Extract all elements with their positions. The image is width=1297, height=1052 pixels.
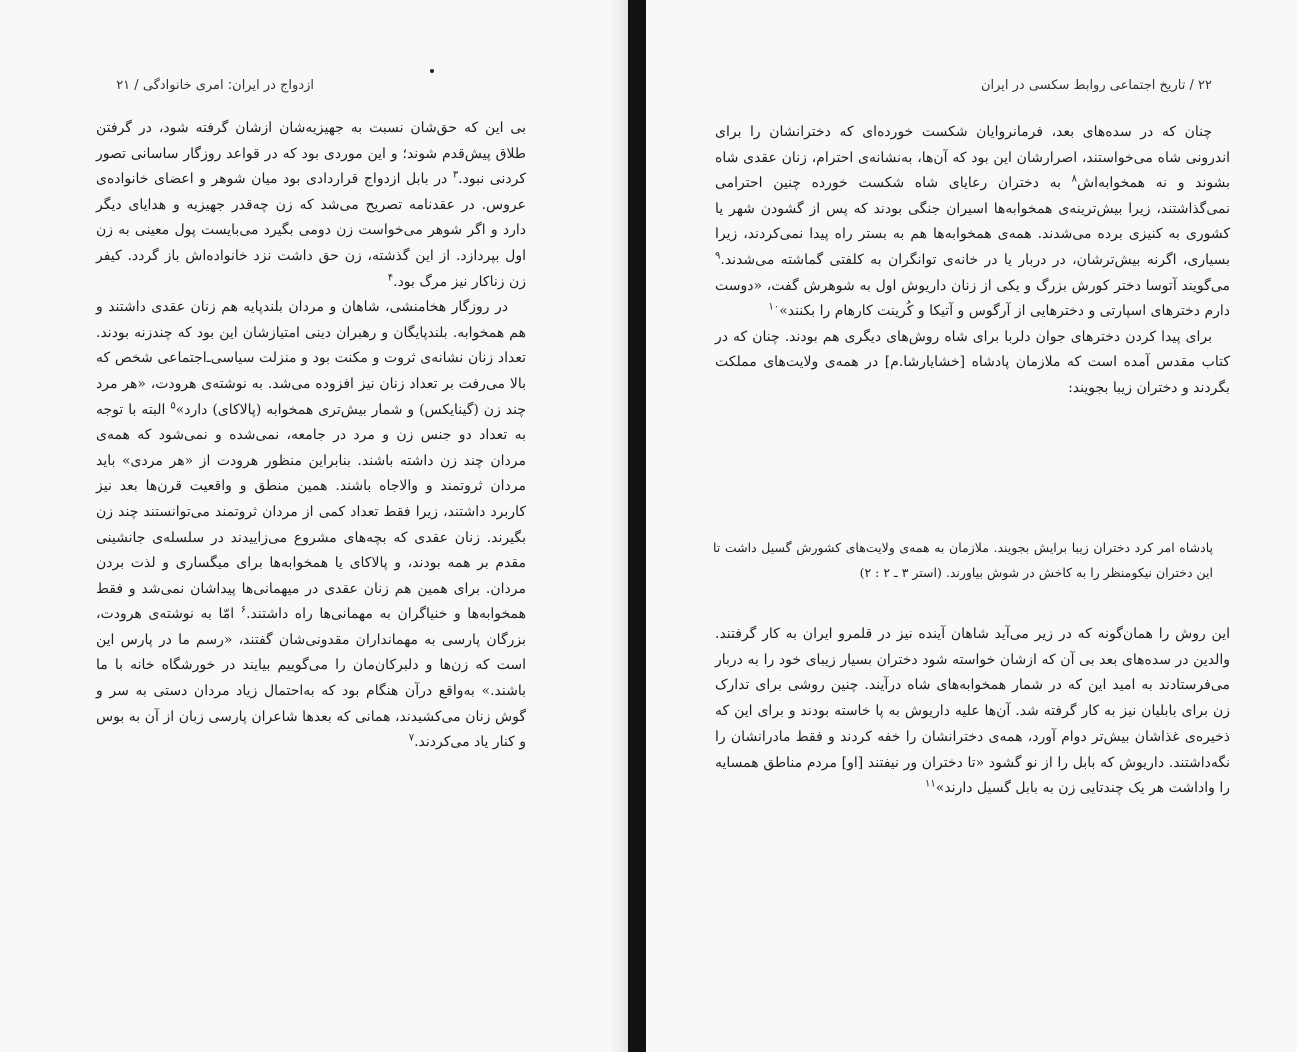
right-paragraph-2: برای پیدا کردن دخترهای جوان دلربا برای شاه روش‌های دیگری هم بودند. چنان که در کتاب مقدس آمده است که ملازمان پادشاه [خشایارشا.م] در همه‌ی ولایت‌های مملکت بگردند و دختران زیبا بجویند: xyxy=(715,328,1230,396)
right-page xyxy=(646,0,1297,1052)
footnote-mark: ۵ xyxy=(170,399,176,411)
right-body-text xyxy=(715,120,1230,402)
left-paragraph-2 xyxy=(96,295,526,756)
left-paragraph-2-rest: البته با توجه به تعداد دو جنس زن و مرد در جامعه، نمی‌شده و نمی‌شود که همه‌ی مردان چند زن داشته باشند. بنابراین منظور هرودت از «هر مردی» باید مردان ثروتمند و والاجاه باشند. همین منطق و واقعیت قرن‌ها بعد نیز کاربرد داشتند، زیرا فقط تعداد کمی از مردان ثروتمند می‌توانستند چند زن بگیرند. زنان عقدی که بچه‌های مشروع می‌زاییدند در سلسله‌ی جانشینی مقدم بر همه بودند، و پالاکای یا همخوابه‌ها برای میگساری و لذت بردن مردان. برای همین هم زنان عقدی در میهمانی‌ها پیداشان نمی‌شد و فقط همخوابه‌ها و خنیاگران به مهمانی‌ها راه داشتند. xyxy=(96,401,526,623)
page-dot-mark xyxy=(430,69,434,73)
footnote-mark: ۷ xyxy=(408,732,415,744)
right-paragraph-3 xyxy=(715,622,1230,802)
footnote-mark: ۴ xyxy=(387,271,394,283)
left-running-head: ازدواج در ایران: امری خانوادگی / ۲۱ xyxy=(116,78,314,93)
left-page-shadow xyxy=(610,0,628,1052)
left-paragraph-2-tail: امّا به نوشته‌ی هرودت، بزرگان پارسی به مهمانداران مقدونی‌شان گفتند، «رسم ما در پارس این است که زن‌ها و دلبرکان‌مان را می‌گوییم بیایند در خورشگاه خانه با ما باشند.» به‌واقع درآن هنگام بود که به‌احتمال زیاد مردان دستی به سر و گوش زنان می‌کشیدند، همانی که بعدها شاعران پارسی زبان از آن به بوس و کنار یاد می‌کردند. xyxy=(96,606,526,751)
right-paragraph-3-text: این روش را همان‌گونه که در زیر می‌آید شاهان آینده نیز در قلمرو ایران به کار گرفتند. والدین در سده‌های بعد بی آن که ازشان خواسته شود دختران بسیار زیبای خود را به دربار می‌فرستادند به امید این که در شمار همخوابه‌های شاه درآیند. چنین روشی برای تدارک زن برای بابلیان نیز به کار گرفته شد. آن‌ها علیه داریوش به پا خاسته بودند و برای این که ذخیره‌ی غذاشان بیش‌تر دوام آورد، همه‌ی دخترانشان را خفه کردند و فقط مادرانشان را نگه‌داشتند. داریوش که بابل را از نو گشود «تا دختران ور نیفتند [او] مردم مناطق همسایه را واداشت هر یک چندتایی زن به بابل گسیل دارند» xyxy=(715,626,1230,797)
book-gutter xyxy=(628,0,646,1052)
right-paragraph-1 xyxy=(715,120,1230,325)
footnote-mark: ۹ xyxy=(715,250,721,262)
left-body-text xyxy=(96,116,526,756)
right-running-head: ۲۲ / تاریخ اجتماعی روابط سکسی در ایران xyxy=(980,78,1212,93)
footnote-mark: ۸ xyxy=(1071,173,1078,185)
footnote-mark: ۱۰ xyxy=(768,301,780,313)
footnote-mark: ۱۱ xyxy=(925,778,936,790)
left-paragraph-2-text: در روزگار هخامنشی، شاهان و مردان بلندپایه هم زنان عقدی داشتند و هم همخوابه. بلندپایگان و رهبران دینی امتیازشان این بود که چندزنه بودند. تعداد زنان نشانه‌ی ثروت و مکنت بود و منزلت سیاسی‌ـ‌اجتماعی شخص که بالا می‌رفت بر تعداد زنان نیز افزوده می‌شد. به نوشته‌ی هرودت، «هر مرد چند زن (گینایکس) و شمار بیش‌تری همخوابه (پالاکای) دارد» xyxy=(96,299,526,418)
left-paragraph-1-text: بی این که حق‌شان نسبت به جهیزیه‌شان ازشان گرفته شود، در گرفتن طلاق پیش‌قدم شوند؛ و این موردی بود که در قواعد روزگار ساسانی تصور کردنی نبود. xyxy=(96,120,526,188)
right-paragraph-1-rest: به دختران رعایای شاه شکست خورده چنین احترامی نمی‌گذاشتند، زیرا بیش‌ترینه‌ی همخوابه‌ها اسیران جنگی بودند که پس از گشودن شهر یا کشوری به کنیزی برده می‌شدند. همه‌ی همخوابه‌ها هم به بستر راه پیدا نمی‌کردند، زیرا بسیاری، اگرنه بیش‌ترشان، در دربار یا در خانه‌ی توانگران به کلفتی گماشته می‌شدند. xyxy=(715,175,1230,268)
right-paragraph-1-text: چنان که در سده‌های بعد، فرمانروایان شکست خورده‌ای که دخترانشان را برای اندرونی شاه می‌خواستند، اصرارشان این بود که آن‌ها، به‌نشانه‌ی احترام، زنان عقدی شاه بشوند و نه همخوابه‌اش xyxy=(715,124,1230,192)
footnote-mark: ۳ xyxy=(452,169,459,181)
left-paragraph-1 xyxy=(96,116,526,295)
scripture-quote: پادشاه امر کرد دختران زیبا برایش بجویند. ملازمان به همه‌ی ولایت‌های کشورش گسیل داشت تا این دختران نیکومنظر را به کاخش در شوش بیاورند. (استر ۳ ـ ۲ : ۲) xyxy=(713,540,1213,580)
right-paragraph-1-tail: می‌گویند آتوسا دختر کورش بزرگ و یکی از زنان داریوش اول به شوهرش گفت، «دوست دارم دخترهای اسپارتی و دخترهایی از آرگوس و آتیکا و کُرینت کارهام را بکنند» xyxy=(715,277,1230,320)
left-paragraph-1-rest: در بابل ازدواج قراردادی بود میان شوهر و اعضای خانواده‌ی عروس. در عقدنامه تصریح می‌شد که زن چه‌قدر جهیزیه و هدایای دیگر دارد و اگر شوهر می‌خواست زن دومی بگیرد می‌بایست پول معینی به زن اول بپردازد. از این گذشته، زن حق داشت نزد خانواده‌اش باز گردد. کیفر زن زناکار نیز مرگ بود. xyxy=(96,171,526,290)
left-page xyxy=(0,0,628,1052)
footnote-mark: ۶ xyxy=(240,604,247,616)
